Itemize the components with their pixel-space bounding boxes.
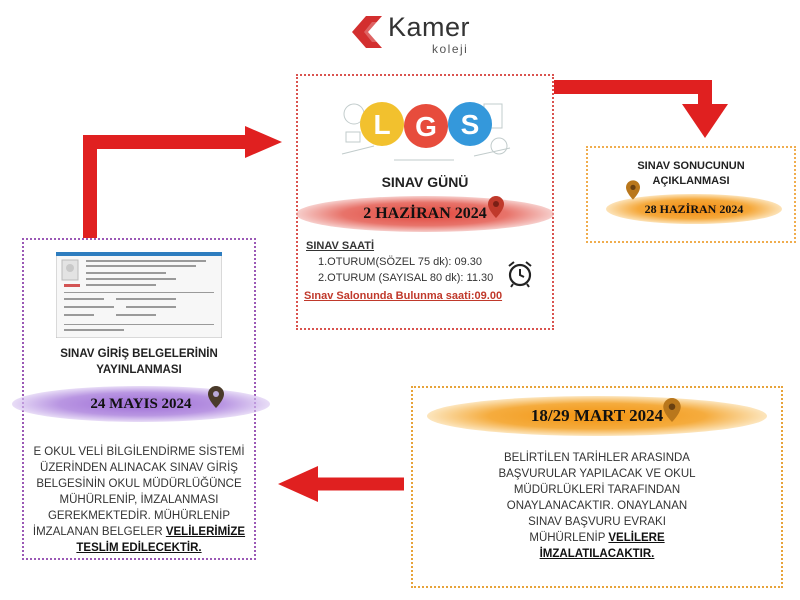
- entry-docs-line: E OKUL VELİ BİLGİLENDİRME SİSTEMİ: [33, 446, 245, 458]
- alarm-clock-icon: [506, 260, 534, 288]
- arrival-note: Sınav Salonunda Bulunma saati:09.00: [304, 290, 503, 302]
- application-line: BELİRTİLEN TARİHLER ARASINDA: [504, 452, 690, 464]
- application-date-pill: [427, 396, 767, 436]
- arrow-center-to-results: [554, 87, 705, 104]
- application-line-tail: [413, 530, 781, 546]
- entry-docs-box: [22, 238, 256, 560]
- entry-docs-line-tail2: [24, 540, 254, 556]
- entry-docs-tail-plain: İMZALANAN BELGELER: [32, 526, 166, 538]
- application-text: [413, 450, 781, 562]
- entry-docs-line: GEREKMEKTEDİR. MÜHÜRLENİP: [47, 510, 231, 522]
- entry-docs-line: BELGESİNİN OKUL MÜDÜRLÜĞÜNCE: [36, 478, 242, 490]
- application-line: ONAYLANACAKTIR. ONAYLANAN: [506, 500, 688, 512]
- application-line: SINAV BAŞVURU EVRAKI: [528, 516, 666, 528]
- lgs-letter-g: G: [415, 111, 437, 142]
- lgs-letter-l: L: [373, 109, 391, 140]
- session-1: 1.OTURUM(SÖZEL 75 dk): 09.30: [318, 256, 483, 268]
- application-line: MÜDÜRLÜKLERİ TARAFINDAN: [513, 484, 681, 496]
- exam-day-title: SINAV GÜNÜ: [381, 174, 469, 190]
- location-pin-icon: [488, 196, 504, 218]
- entry-docs-text: [24, 444, 254, 556]
- entry-docs-line-tail: [24, 524, 254, 540]
- entry-docs-title-line2: YAYINLANMASI: [96, 364, 182, 376]
- application-line-tail2: [413, 546, 781, 562]
- application-box: [411, 386, 783, 588]
- results-date: 28 HAZİRAN 2024: [644, 201, 744, 216]
- entry-docs-tail-emph2: TESLİM EDİLECEKTİR.: [76, 542, 202, 554]
- results-box: [586, 146, 796, 243]
- exam-document-icon: [56, 252, 222, 338]
- exam-day-date: 2 HAZİRAN 2024: [363, 205, 487, 222]
- arrow-head-center: [245, 126, 282, 158]
- lgs-letter-s: S: [460, 109, 480, 140]
- entry-docs-date-pill: [12, 386, 270, 422]
- session-2: 2.OTURUM (SAYISAL 80 dk): 11.30: [318, 272, 494, 284]
- location-pin-icon: [663, 398, 681, 422]
- lgs-bubbles-icon: [334, 84, 518, 168]
- entry-docs-title-line1: SINAV GİRİŞ BELGELERİNİN: [60, 348, 218, 360]
- entry-docs-line: MÜHÜRLENİP, İMZALANMASI: [59, 494, 219, 506]
- entry-docs-tail-emph1: VELİLERİMİZE: [165, 526, 246, 538]
- exam-day-box: [296, 74, 554, 330]
- application-date: 18/29 MART 2024: [530, 406, 664, 425]
- arrow-left-to-center: [90, 142, 245, 240]
- entry-docs-line: ÜZERİNDEN ALINACAK SINAV GİRİŞ: [40, 462, 238, 474]
- entry-docs-date: 24 MAYIS 2024: [90, 395, 192, 412]
- application-tail-emph1: VELİLERE: [608, 532, 665, 544]
- exam-day-date-pill: [296, 196, 554, 232]
- application-tail-emph2: İMZALATILACAKTIR.: [539, 548, 655, 560]
- location-pin-icon: [626, 180, 640, 200]
- application-tail-plain: MÜHÜRLENİP: [529, 532, 609, 544]
- results-title-line2: AÇIKLANMASI: [652, 175, 730, 187]
- arrow-head-left: [278, 466, 318, 502]
- arrow-head-results: [682, 104, 728, 138]
- logo-name: Kamer: [388, 12, 471, 42]
- results-title-line1: SINAV SONUCUNUN: [637, 160, 745, 172]
- session-heading: SINAV SAATİ: [306, 240, 375, 252]
- location-pin-icon: [208, 386, 224, 408]
- application-line: BAŞVURULAR YAPILACAK VE OKUL: [498, 468, 696, 480]
- logo-sub: koleji: [432, 42, 469, 56]
